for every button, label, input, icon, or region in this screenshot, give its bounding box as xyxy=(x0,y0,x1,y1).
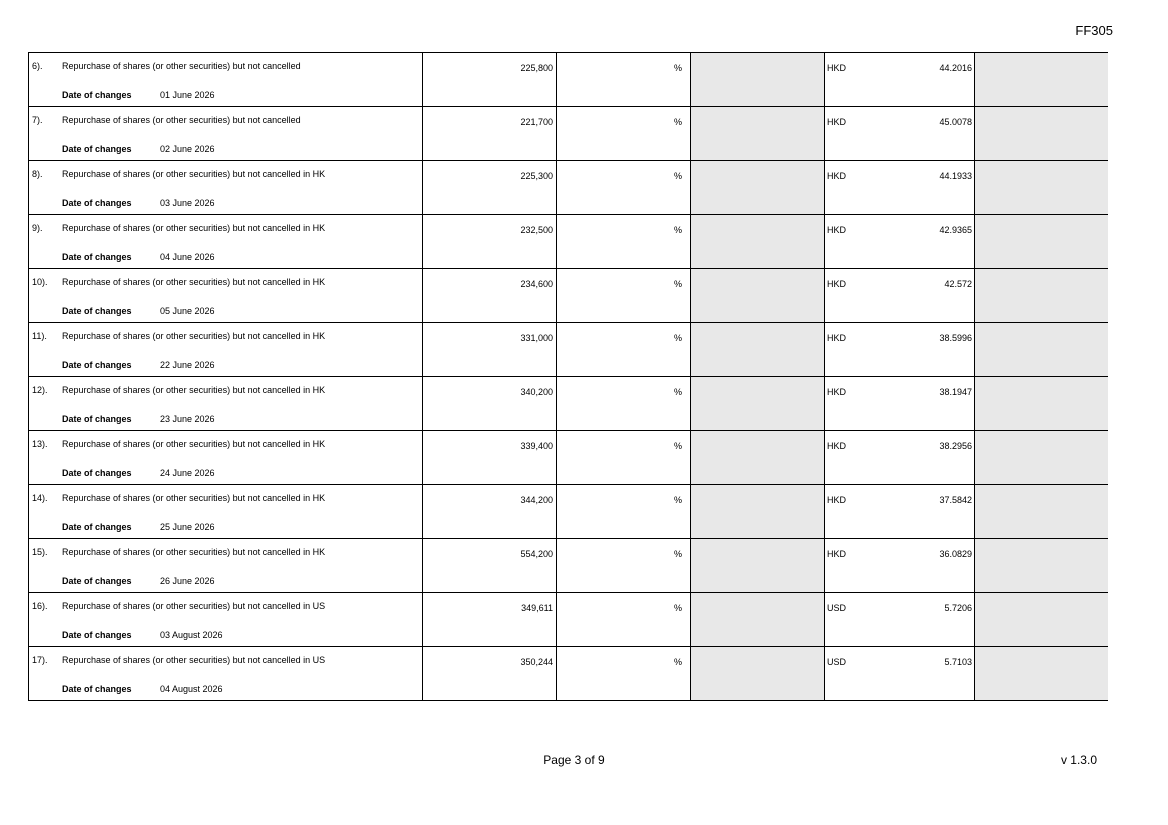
table-row xyxy=(28,647,1108,701)
row-description: Repurchase of shares (or other securities) but not cancelled in HK xyxy=(62,493,326,503)
row-description: Repurchase of shares (or other securities) but not cancelled xyxy=(62,115,301,125)
date-of-changes-label: Date of changes xyxy=(62,198,132,208)
date-of-changes-value: 03 June 2026 xyxy=(160,198,215,208)
percent-cell xyxy=(557,323,691,376)
page-number: Page 3 of 9 xyxy=(543,753,605,767)
date-of-changes-value: 02 June 2026 xyxy=(160,144,215,154)
currency-code: HKD xyxy=(827,333,847,343)
percent-cell xyxy=(557,431,691,484)
percent-cell xyxy=(557,593,691,646)
table-row xyxy=(28,539,1108,593)
row-description: Repurchase of shares (or other securities) but not cancelled in HK xyxy=(62,547,326,557)
description-cell xyxy=(29,161,423,214)
date-of-changes-value: 04 August 2026 xyxy=(160,684,223,694)
percent-cell xyxy=(557,161,691,214)
row-description: Repurchase of shares (or other securities) but not cancelled xyxy=(62,61,301,71)
date-of-changes-label: Date of changes xyxy=(62,90,132,100)
price-value: 5.7206 xyxy=(944,603,972,613)
price-value: 38.5996 xyxy=(939,333,972,343)
currency-code: HKD xyxy=(827,225,847,235)
percent-symbol: % xyxy=(673,495,682,505)
shaded-cell xyxy=(691,377,825,430)
shaded-cell xyxy=(691,269,825,322)
price-cell xyxy=(825,107,975,160)
shares-cell xyxy=(423,647,557,700)
date-of-changes-value: 04 June 2026 xyxy=(160,252,215,262)
percent-cell xyxy=(557,107,691,160)
row-description: Repurchase of shares (or other securities) but not cancelled in HK xyxy=(62,169,326,179)
percent-cell xyxy=(557,269,691,322)
shares-value: 554,200 xyxy=(520,549,553,559)
percent-cell xyxy=(557,647,691,700)
shaded-cell xyxy=(975,485,1108,538)
row-index: 17). xyxy=(32,655,48,665)
table-row xyxy=(28,53,1108,107)
shaded-cell xyxy=(975,107,1108,160)
row-description: Repurchase of shares (or other securities) but not cancelled in HK xyxy=(62,223,326,233)
form-code: FF305 xyxy=(1075,23,1113,38)
shaded-cell xyxy=(691,431,825,484)
percent-symbol: % xyxy=(673,117,682,127)
price-value: 45.0078 xyxy=(939,117,972,127)
description-cell xyxy=(29,431,423,484)
currency-code: HKD xyxy=(827,549,847,559)
shares-cell xyxy=(423,593,557,646)
row-index: 11). xyxy=(32,331,47,341)
percent-symbol: % xyxy=(673,657,682,667)
shaded-cell xyxy=(975,269,1108,322)
percent-symbol: % xyxy=(673,603,682,613)
price-cell xyxy=(825,647,975,700)
percent-symbol: % xyxy=(673,549,682,559)
shares-value: 340,200 xyxy=(520,387,553,397)
table-row xyxy=(28,377,1108,431)
description-cell xyxy=(29,647,423,700)
price-value: 38.1947 xyxy=(939,387,972,397)
percent-symbol: % xyxy=(673,441,682,451)
percent-symbol: % xyxy=(673,225,682,235)
shares-cell xyxy=(423,323,557,376)
percent-cell xyxy=(557,377,691,430)
row-description: Repurchase of shares (or other securities) but not cancelled in US xyxy=(62,601,326,611)
price-value: 42.572 xyxy=(944,279,972,289)
price-cell xyxy=(825,269,975,322)
currency-code: HKD xyxy=(827,117,847,127)
shares-value: 349,611 xyxy=(521,603,553,613)
date-of-changes-label: Date of changes xyxy=(62,252,132,262)
percent-cell xyxy=(557,53,691,106)
currency-code: HKD xyxy=(827,495,847,505)
shares-cell xyxy=(423,215,557,268)
shaded-cell xyxy=(975,431,1108,484)
shares-value: 232,500 xyxy=(520,225,553,235)
shaded-cell xyxy=(691,485,825,538)
percent-cell xyxy=(557,215,691,268)
row-index: 6). xyxy=(32,61,43,71)
shaded-cell xyxy=(691,215,825,268)
row-description: Repurchase of shares (or other securities) but not cancelled in HK xyxy=(62,439,326,449)
price-value: 37.5842 xyxy=(939,495,972,505)
shaded-cell xyxy=(691,53,825,106)
row-description: Repurchase of shares (or other securities) but not cancelled in HK xyxy=(62,385,326,395)
row-index: 8). xyxy=(32,169,43,179)
price-cell xyxy=(825,377,975,430)
description-cell xyxy=(29,215,423,268)
percent-symbol: % xyxy=(673,333,682,343)
currency-code: HKD xyxy=(827,279,847,289)
price-value: 5.7103 xyxy=(944,657,972,667)
date-of-changes-label: Date of changes xyxy=(62,684,132,694)
price-cell xyxy=(825,323,975,376)
table-row xyxy=(28,323,1108,377)
price-value: 42.9365 xyxy=(939,225,972,235)
percent-cell xyxy=(557,539,691,592)
table-row xyxy=(28,161,1108,215)
row-index: 15). xyxy=(32,547,48,557)
shares-value: 331,000 xyxy=(520,333,553,343)
description-cell xyxy=(29,377,423,430)
shares-value: 339,400 xyxy=(520,441,553,451)
date-of-changes-value: 23 June 2026 xyxy=(160,414,215,424)
price-cell xyxy=(825,593,975,646)
price-value: 38.2956 xyxy=(939,441,972,451)
date-of-changes-value: 05 June 2026 xyxy=(160,306,215,316)
percent-symbol: % xyxy=(673,171,682,181)
shares-value: 344,200 xyxy=(520,495,553,505)
price-cell xyxy=(825,215,975,268)
shaded-cell xyxy=(975,539,1108,592)
currency-code: HKD xyxy=(827,63,847,73)
date-of-changes-label: Date of changes xyxy=(62,468,132,478)
date-of-changes-label: Date of changes xyxy=(62,576,132,586)
shares-cell xyxy=(423,107,557,160)
description-cell xyxy=(29,107,423,160)
shaded-cell xyxy=(975,647,1108,700)
shares-cell xyxy=(423,269,557,322)
shares-cell xyxy=(423,161,557,214)
date-of-changes-label: Date of changes xyxy=(62,414,132,424)
date-of-changes-label: Date of changes xyxy=(62,522,132,532)
shares-cell xyxy=(423,53,557,106)
shares-cell xyxy=(423,377,557,430)
shaded-cell xyxy=(691,323,825,376)
shares-value: 225,300 xyxy=(520,171,553,181)
table-row xyxy=(28,269,1108,323)
percent-symbol: % xyxy=(673,279,682,289)
table-row xyxy=(28,215,1108,269)
currency-code: USD xyxy=(827,603,847,613)
shares-value: 221,700 xyxy=(520,117,553,127)
price-cell xyxy=(825,431,975,484)
currency-code: HKD xyxy=(827,387,847,397)
shaded-cell xyxy=(975,53,1108,106)
price-cell xyxy=(825,539,975,592)
row-description: Repurchase of shares (or other securities) but not cancelled in US xyxy=(62,655,326,665)
date-of-changes-value: 25 June 2026 xyxy=(160,522,215,532)
shares-cell xyxy=(423,431,557,484)
row-description: Repurchase of shares (or other securities) but not cancelled in HK xyxy=(62,331,326,341)
price-value: 44.2016 xyxy=(939,63,972,73)
date-of-changes-value: 26 June 2026 xyxy=(160,576,215,586)
shaded-cell xyxy=(691,593,825,646)
date-of-changes-label: Date of changes xyxy=(62,360,132,370)
date-of-changes-label: Date of changes xyxy=(62,306,132,316)
currency-code: USD xyxy=(827,657,847,667)
description-cell xyxy=(29,269,423,322)
date-of-changes-label: Date of changes xyxy=(62,630,132,640)
date-of-changes-value: 01 June 2026 xyxy=(160,90,215,100)
table-row xyxy=(28,485,1108,539)
shares-value: 234,600 xyxy=(520,279,553,289)
shaded-cell xyxy=(975,161,1108,214)
price-cell xyxy=(825,53,975,106)
shaded-cell xyxy=(691,539,825,592)
row-description: Repurchase of shares (or other securities) but not cancelled in HK xyxy=(62,277,326,287)
description-cell xyxy=(29,323,423,376)
row-index: 9). xyxy=(32,223,43,233)
date-of-changes-value: 22 June 2026 xyxy=(160,360,215,370)
date-of-changes-value: 24 June 2026 xyxy=(160,468,215,478)
row-index: 14). xyxy=(32,493,48,503)
percent-symbol: % xyxy=(673,63,682,73)
shaded-cell xyxy=(691,161,825,214)
row-index: 16). xyxy=(32,601,48,611)
shaded-cell xyxy=(691,647,825,700)
price-value: 36.0829 xyxy=(939,549,972,559)
shaded-cell xyxy=(691,107,825,160)
table-row xyxy=(28,593,1108,647)
description-cell xyxy=(29,485,423,538)
shaded-cell xyxy=(975,593,1108,646)
version-label: v 1.3.0 xyxy=(1060,753,1097,767)
table-row xyxy=(28,431,1108,485)
description-cell xyxy=(29,53,423,106)
price-cell xyxy=(825,161,975,214)
table-row xyxy=(28,107,1108,161)
shaded-cell xyxy=(975,215,1108,268)
date-of-changes-value: 03 August 2026 xyxy=(160,630,223,640)
shares-value: 225,800 xyxy=(520,63,553,73)
currency-code: HKD xyxy=(827,441,847,451)
row-index: 13). xyxy=(32,439,48,449)
shaded-cell xyxy=(975,323,1108,376)
percent-cell xyxy=(557,485,691,538)
percent-symbol: % xyxy=(673,387,682,397)
repurchase-table xyxy=(28,52,1108,701)
price-value: 44.1933 xyxy=(939,171,972,181)
description-cell xyxy=(29,539,423,592)
row-index: 7). xyxy=(32,115,43,125)
shaded-cell xyxy=(975,377,1108,430)
date-of-changes-label: Date of changes xyxy=(62,144,132,154)
shares-value: 350,244 xyxy=(520,657,553,667)
price-cell xyxy=(825,485,975,538)
description-cell xyxy=(29,593,423,646)
currency-code: HKD xyxy=(827,171,847,181)
row-index: 12). xyxy=(32,385,48,395)
shares-cell xyxy=(423,539,557,592)
row-index: 10). xyxy=(32,277,48,287)
shares-cell xyxy=(423,485,557,538)
